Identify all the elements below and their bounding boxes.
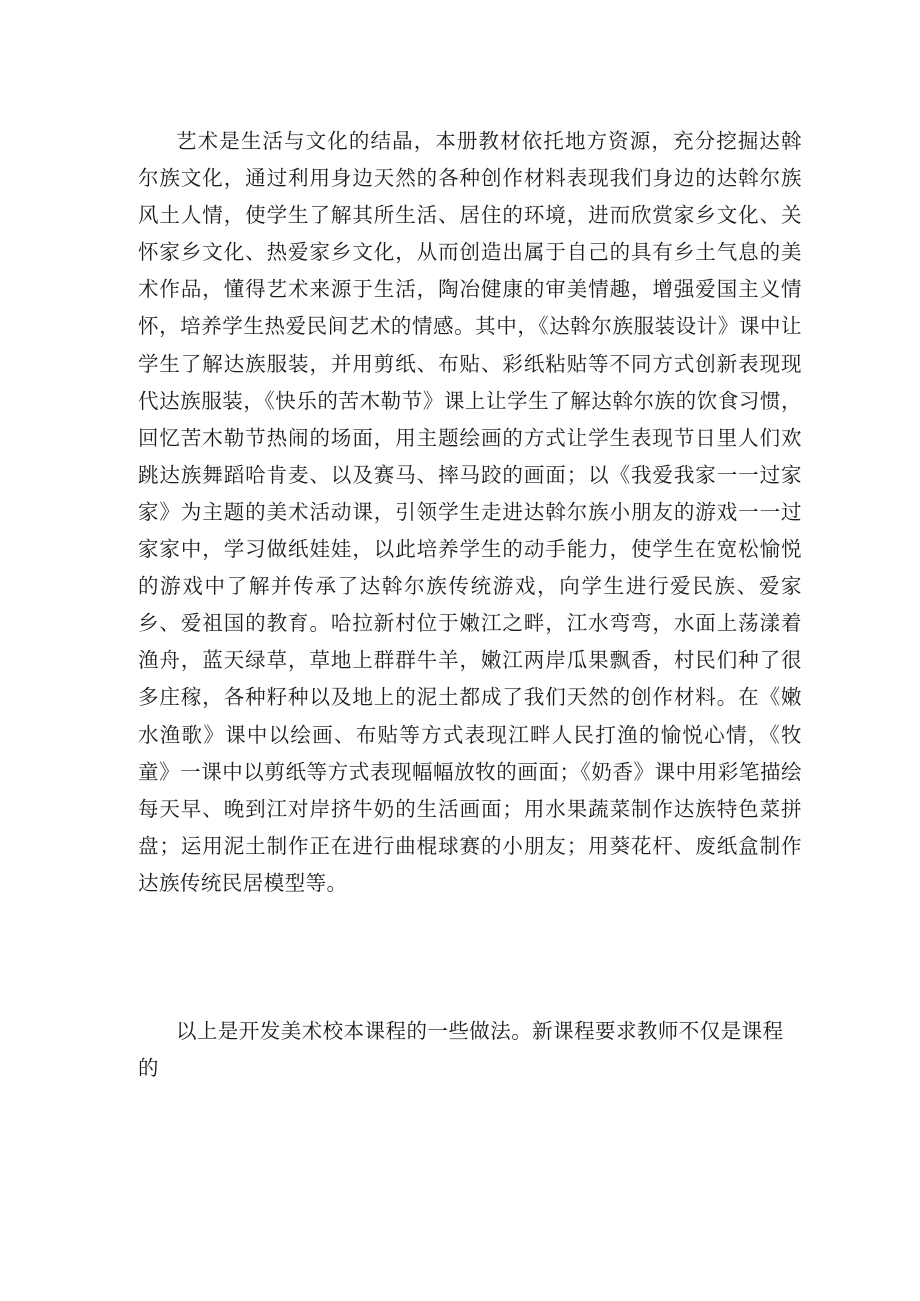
body-paragraph-2: 以上是开发美术校本课程的一些做法。新课程要求教师不仅是课程的 — [138, 1019, 784, 1080]
body-paragraph-1: 艺术是生活与文化的结晶，本册教材依托地方资源，充分挖掘达斡尔族文化，通过利用身边天然的各种创作材料表现我们身边的达斡尔族风土人情，使学生了解其所生活、居住的环境，进而欣赏家乡文化、关怀家乡文化、热爱家乡文化，从而创造出属于自己的具有乡土气息的美术作品，懂得艺术来源于生活，陶冶健康的审美情趣，增强爱国主义情怀，培养学生热爱民间艺术的情感。其中，《达斡尔族服装设计》课中让学生了解达族服装，并用剪纸、布贴、彩纸粘贴等不同方式创新表现现代达族服装，《快乐的苦木勒节》课上让学生了解达斡尔族的饮食习惯，回忆苦木勒节热闹的场面，用主题绘画的方式让学生表现节日里人们欢跳达族舞蹈哈肯麦、以及赛马、摔马跤的画面；以《我爱我家一一过家家》为主题的美术活动课，引领学生走进达斡尔族小朋友的游戏一一过家家中，学习做纸娃娃，以此培养学生的动手能力，使学生在宽松愉悦的游戏中了解并传承了达斡尔族传统游戏，向学生进行爱民族、爱家乡、爱祖国的教育。哈拉新村位于嫩江之畔，江水弯弯，水面上荡漾着渔舟，蓝天绿草，草地上群群牛羊，嫩江两岸瓜果飘香，村民们种了很多庄稼，各种籽种以及地上的泥土都成了我们天然的创作材料。在《嫩水渔歌》课中以绘画、布贴等方式表现江畔人民打渔的愉悦心情，《牧童》一课中以剪纸等方式表现幅幅放牧的画面；《奶香》课中用彩笔描绘每天早、晚到江对岸挤牛奶的生活画面；用水果蔬菜制作达族特色菜拼盘；运用泥土制作正在进行曲棍球赛的小朋友；用葵花杆、废纸盒制作达族传统民居模型等。 — [138, 129, 802, 895]
